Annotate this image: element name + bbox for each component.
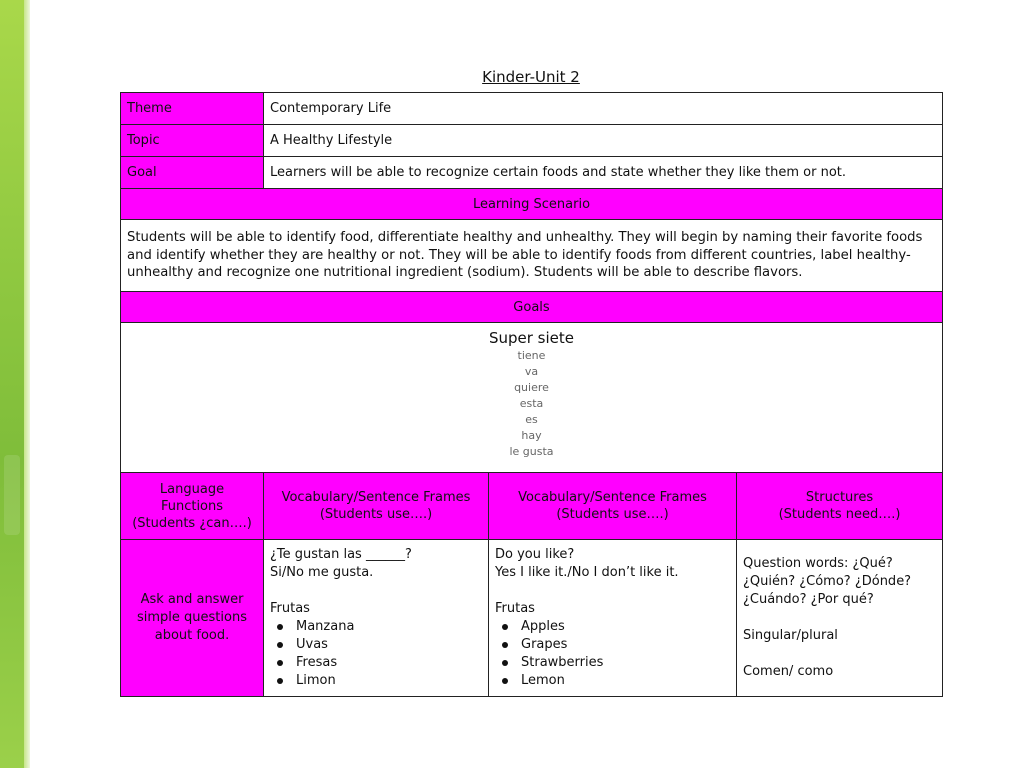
sentence-frame: ¿Te gustan las ______? [270,547,412,562]
super-siete-word: tiene [517,349,546,362]
structure-line: Comen/ como [743,664,834,679]
structure-line: Singular/plural [743,628,838,643]
lesson-table [120,92,943,697]
header-line: Structures [805,490,874,505]
theme-label: Theme [121,93,264,125]
header-line: (Students use….) [556,507,669,522]
sentence-frame: Si/No me gusta. [270,565,374,580]
goal-value: Learners will be able to recognize certain foods and state whether they like them or not. [264,157,943,189]
list-item: Limon [292,672,482,690]
topic-value: A Healthy Lifestyle [264,125,943,157]
goal-row [121,157,943,189]
structures-cell [737,540,943,697]
list-item: Fresas [292,654,482,672]
fruit-list [495,618,730,690]
fruit-list [270,618,482,690]
list-item: Grapes [517,636,730,654]
vocab-spanish-header [264,473,489,540]
list-item: Manzana [292,618,482,636]
vocab-english-header [489,473,737,540]
super-siete-word: esta [519,397,544,410]
structure-line: ¿Quién? ¿Cómo? ¿Dónde? [743,574,912,589]
structure-line: ¿Cuándo? ¿Por qué? [743,592,874,607]
vocab-english-cell [489,540,737,697]
super-siete-title: Super siete [488,329,575,347]
learning-scenario-text: Students will be able to identify food, differentiate healthy and unhealthy. They will begin by naming their favorite foods and identify whether they are healthy or not. They will be able to identify foods from different countries, label healthy-unhealthy and recognize one nutritional ingredient (sodium). Students will be able to describe flavors. [121,220,943,292]
function-line: Ask and answer [140,592,244,607]
theme-value: Contemporary Life [264,93,943,125]
page-title: Kinder-Unit 2 [482,68,580,86]
slide-left-edge [0,0,30,768]
list-item: Apples [517,618,730,636]
list-item: Strawberries [517,654,730,672]
vocab-spanish-cell [264,540,489,697]
header-line: (Students need….) [778,507,901,522]
super-siete-word: le gusta [509,445,554,458]
goal-label: Goal [121,157,264,189]
structures-header [737,473,943,540]
sentence-frame: Do you like? [495,547,575,562]
sentence-frame: Yes I like it./No I don’t like it. [495,565,679,580]
super-siete-word: va [524,365,539,378]
structure-line: Question words: ¿Qué? [743,556,893,571]
topic-label: Topic [121,125,264,157]
theme-row [121,93,943,125]
header-line: Vocabulary/Sentence Frames [518,490,707,505]
category-label: Frutas [495,601,535,616]
header-line: Vocabulary/Sentence Frames [281,490,471,505]
list-item: Uvas [292,636,482,654]
header-line: Functions [160,498,224,514]
list-item: Lemon [517,672,730,690]
language-function-cell [121,540,264,697]
function-line: simple questions [137,610,247,625]
super-siete-word: hay [521,429,542,442]
header-line: Language [159,481,225,497]
header-line: (Students use….) [319,507,433,522]
category-label: Frutas [270,601,310,616]
goals-heading: Goals [121,292,943,323]
super-siete-word: quiere [514,381,549,394]
super-siete-word: es [525,413,538,426]
language-functions-header [121,473,264,540]
function-line: about food. [154,628,230,643]
learning-scenario-heading: Learning Scenario [121,189,943,220]
topic-row [121,125,943,157]
header-line: (Students ¿can….) [132,515,252,531]
super-siete-cell [121,323,943,473]
